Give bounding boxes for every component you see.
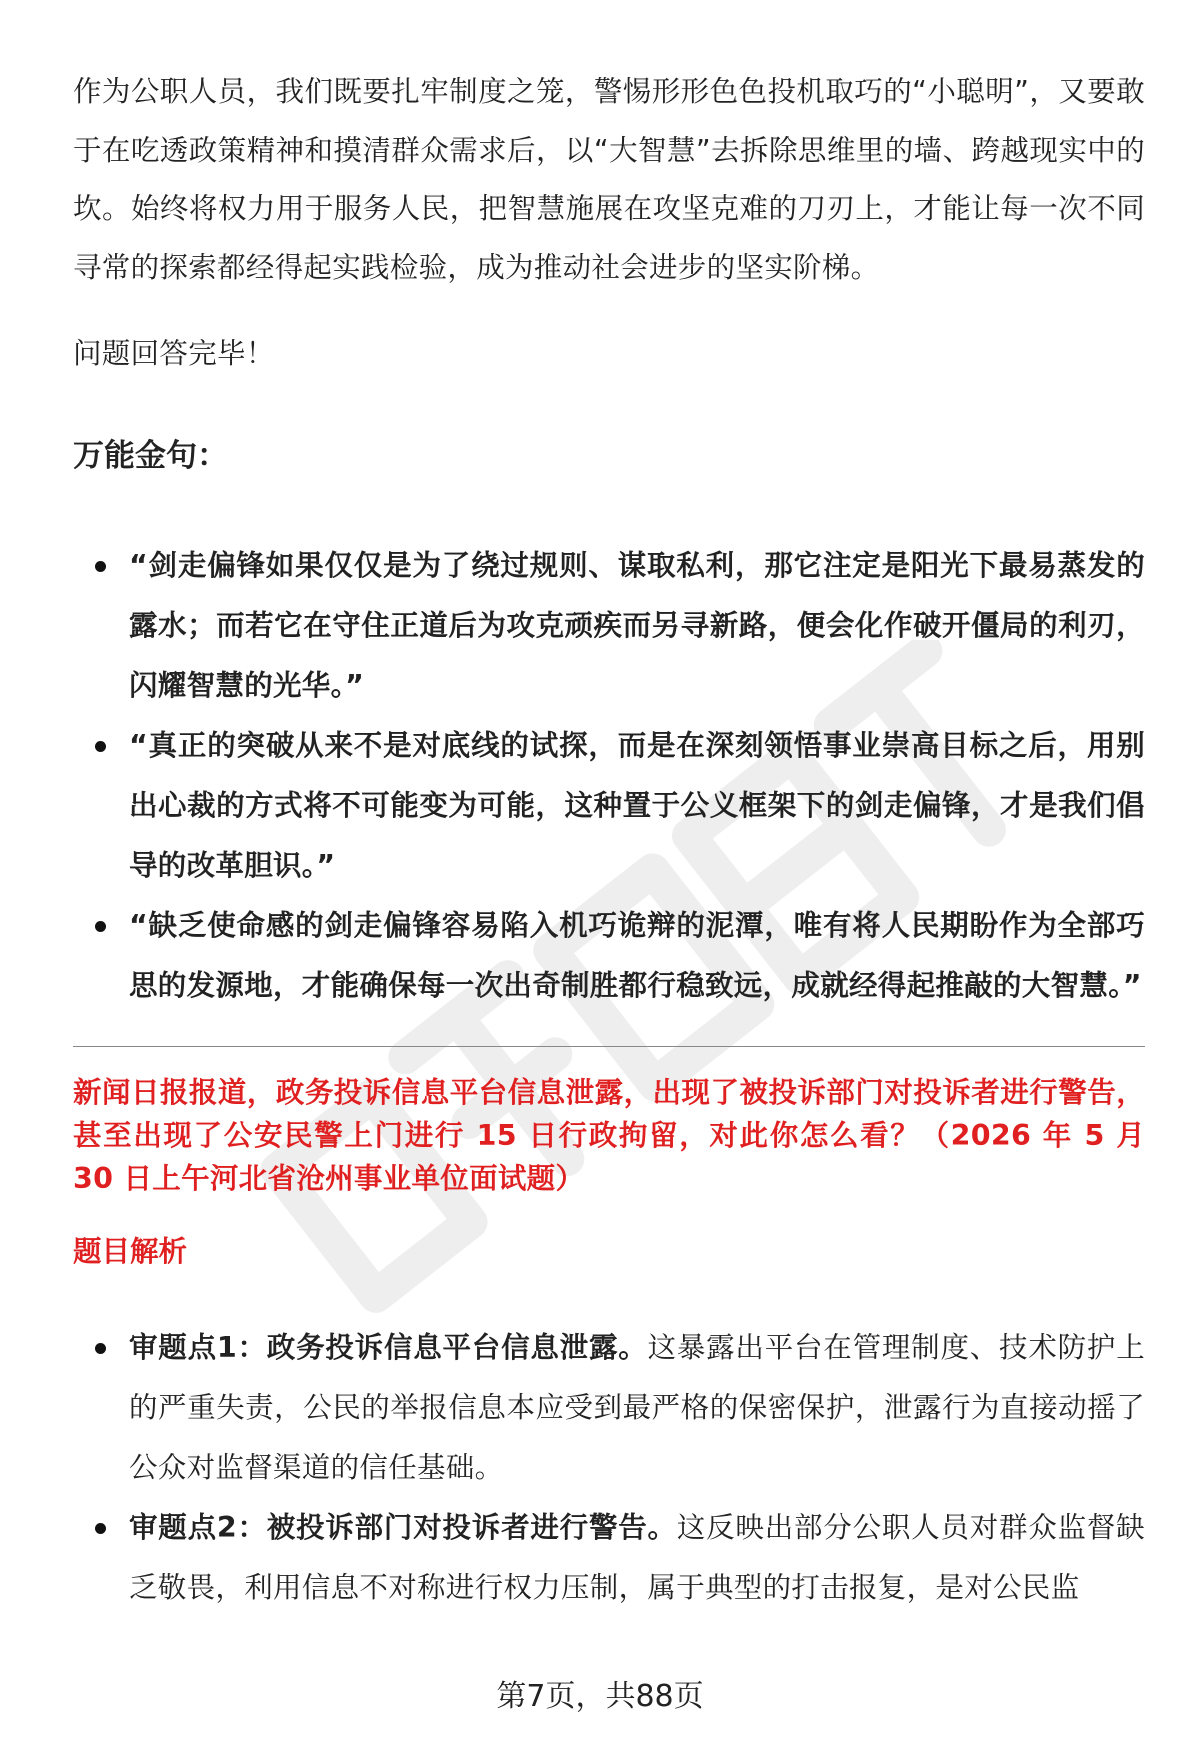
closing-line: 问题回答完毕！ bbox=[73, 337, 275, 370]
page-content bbox=[73, 63, 1145, 1618]
section-divider bbox=[73, 1046, 1145, 1047]
analysis-point-text: 这暴露出平台在管理制度、技术防护上的严重失责，公民的举报信息本应受到最严格的保密保护，泄露行为直接动摇了公众对监督渠道的信任基础。 bbox=[129, 1330, 1146, 1484]
analysis-point-lead: 审题点1：政务投诉信息平台信息泄露。 bbox=[129, 1330, 648, 1364]
body-paragraph: 作为公职人员，我们既要扎牢制度之笼，警惕形形色色投机取巧的“小聪明”，又要敢于在吃透政策精神和摸清群众需求后，以“大智慧”去拆除思维里的墙、跨越现实中的坎。始终将权力用于服务人民，把智慧施展在攻坚克难的刀刃上，才能让每一次不同寻常的探索都经得起实践检验，成为推动社会进步的坚实阶梯。 bbox=[73, 75, 1145, 284]
golden-sentence-item: “剑走偏锋如果仅仅是为了绕过规则、谋取私利，那它注定是阳光下最易蒸发的露水；而若它在守住正道后为攻克顽疾而另寻新路，便会化作破开僵局的利刃，闪耀智慧的光华。” bbox=[73, 536, 1145, 716]
analysis-point-lead: 审题点2：被投诉部门对投诉者进行警告。 bbox=[129, 1510, 677, 1544]
analysis-point bbox=[73, 1498, 1145, 1618]
analysis-point bbox=[73, 1318, 1145, 1498]
golden-sentences-list bbox=[73, 536, 1145, 1016]
golden-sentence-item: “真正的突破从来不是对底线的试探，而是在深刻领悟事业崇高目标之后，用别出心裁的方式将不可能变为可能，这种置于公义框架下的剑走偏锋，才是我们倡导的改革胆识。” bbox=[73, 716, 1145, 896]
analysis-heading: 题目解析 bbox=[73, 1234, 188, 1268]
analysis-points-list bbox=[73, 1318, 1145, 1618]
golden-sentence-item: “缺乏使命感的剑走偏锋容易陷入机巧诡辩的泥潭，唯有将人民期盼作为全部巧思的发源地，才能确保每一次出奇制胜都行稳致远，成就经得起推敲的大智慧。” bbox=[73, 896, 1145, 1016]
golden-sentences-heading: 万能金句： bbox=[73, 437, 228, 474]
page-number: 第7页，共88页 bbox=[496, 1679, 704, 1714]
analysis-point-text: 这反映出部分公职人员对群众监督缺乏敬畏，利用信息不对称进行权力压制，属于典型的打击报复，是对公民监 bbox=[129, 1510, 1145, 1604]
question-text: 新闻日报报道，政务投诉信息平台信息泄露，出现了被投诉部门对投诉者进行警告，甚至出现了公安民警上门进行 15 日行政拘留，对此你怎么看？（2026 年 5 月 30 日上午河北省沧州事业单位面试题） bbox=[73, 1075, 1145, 1195]
